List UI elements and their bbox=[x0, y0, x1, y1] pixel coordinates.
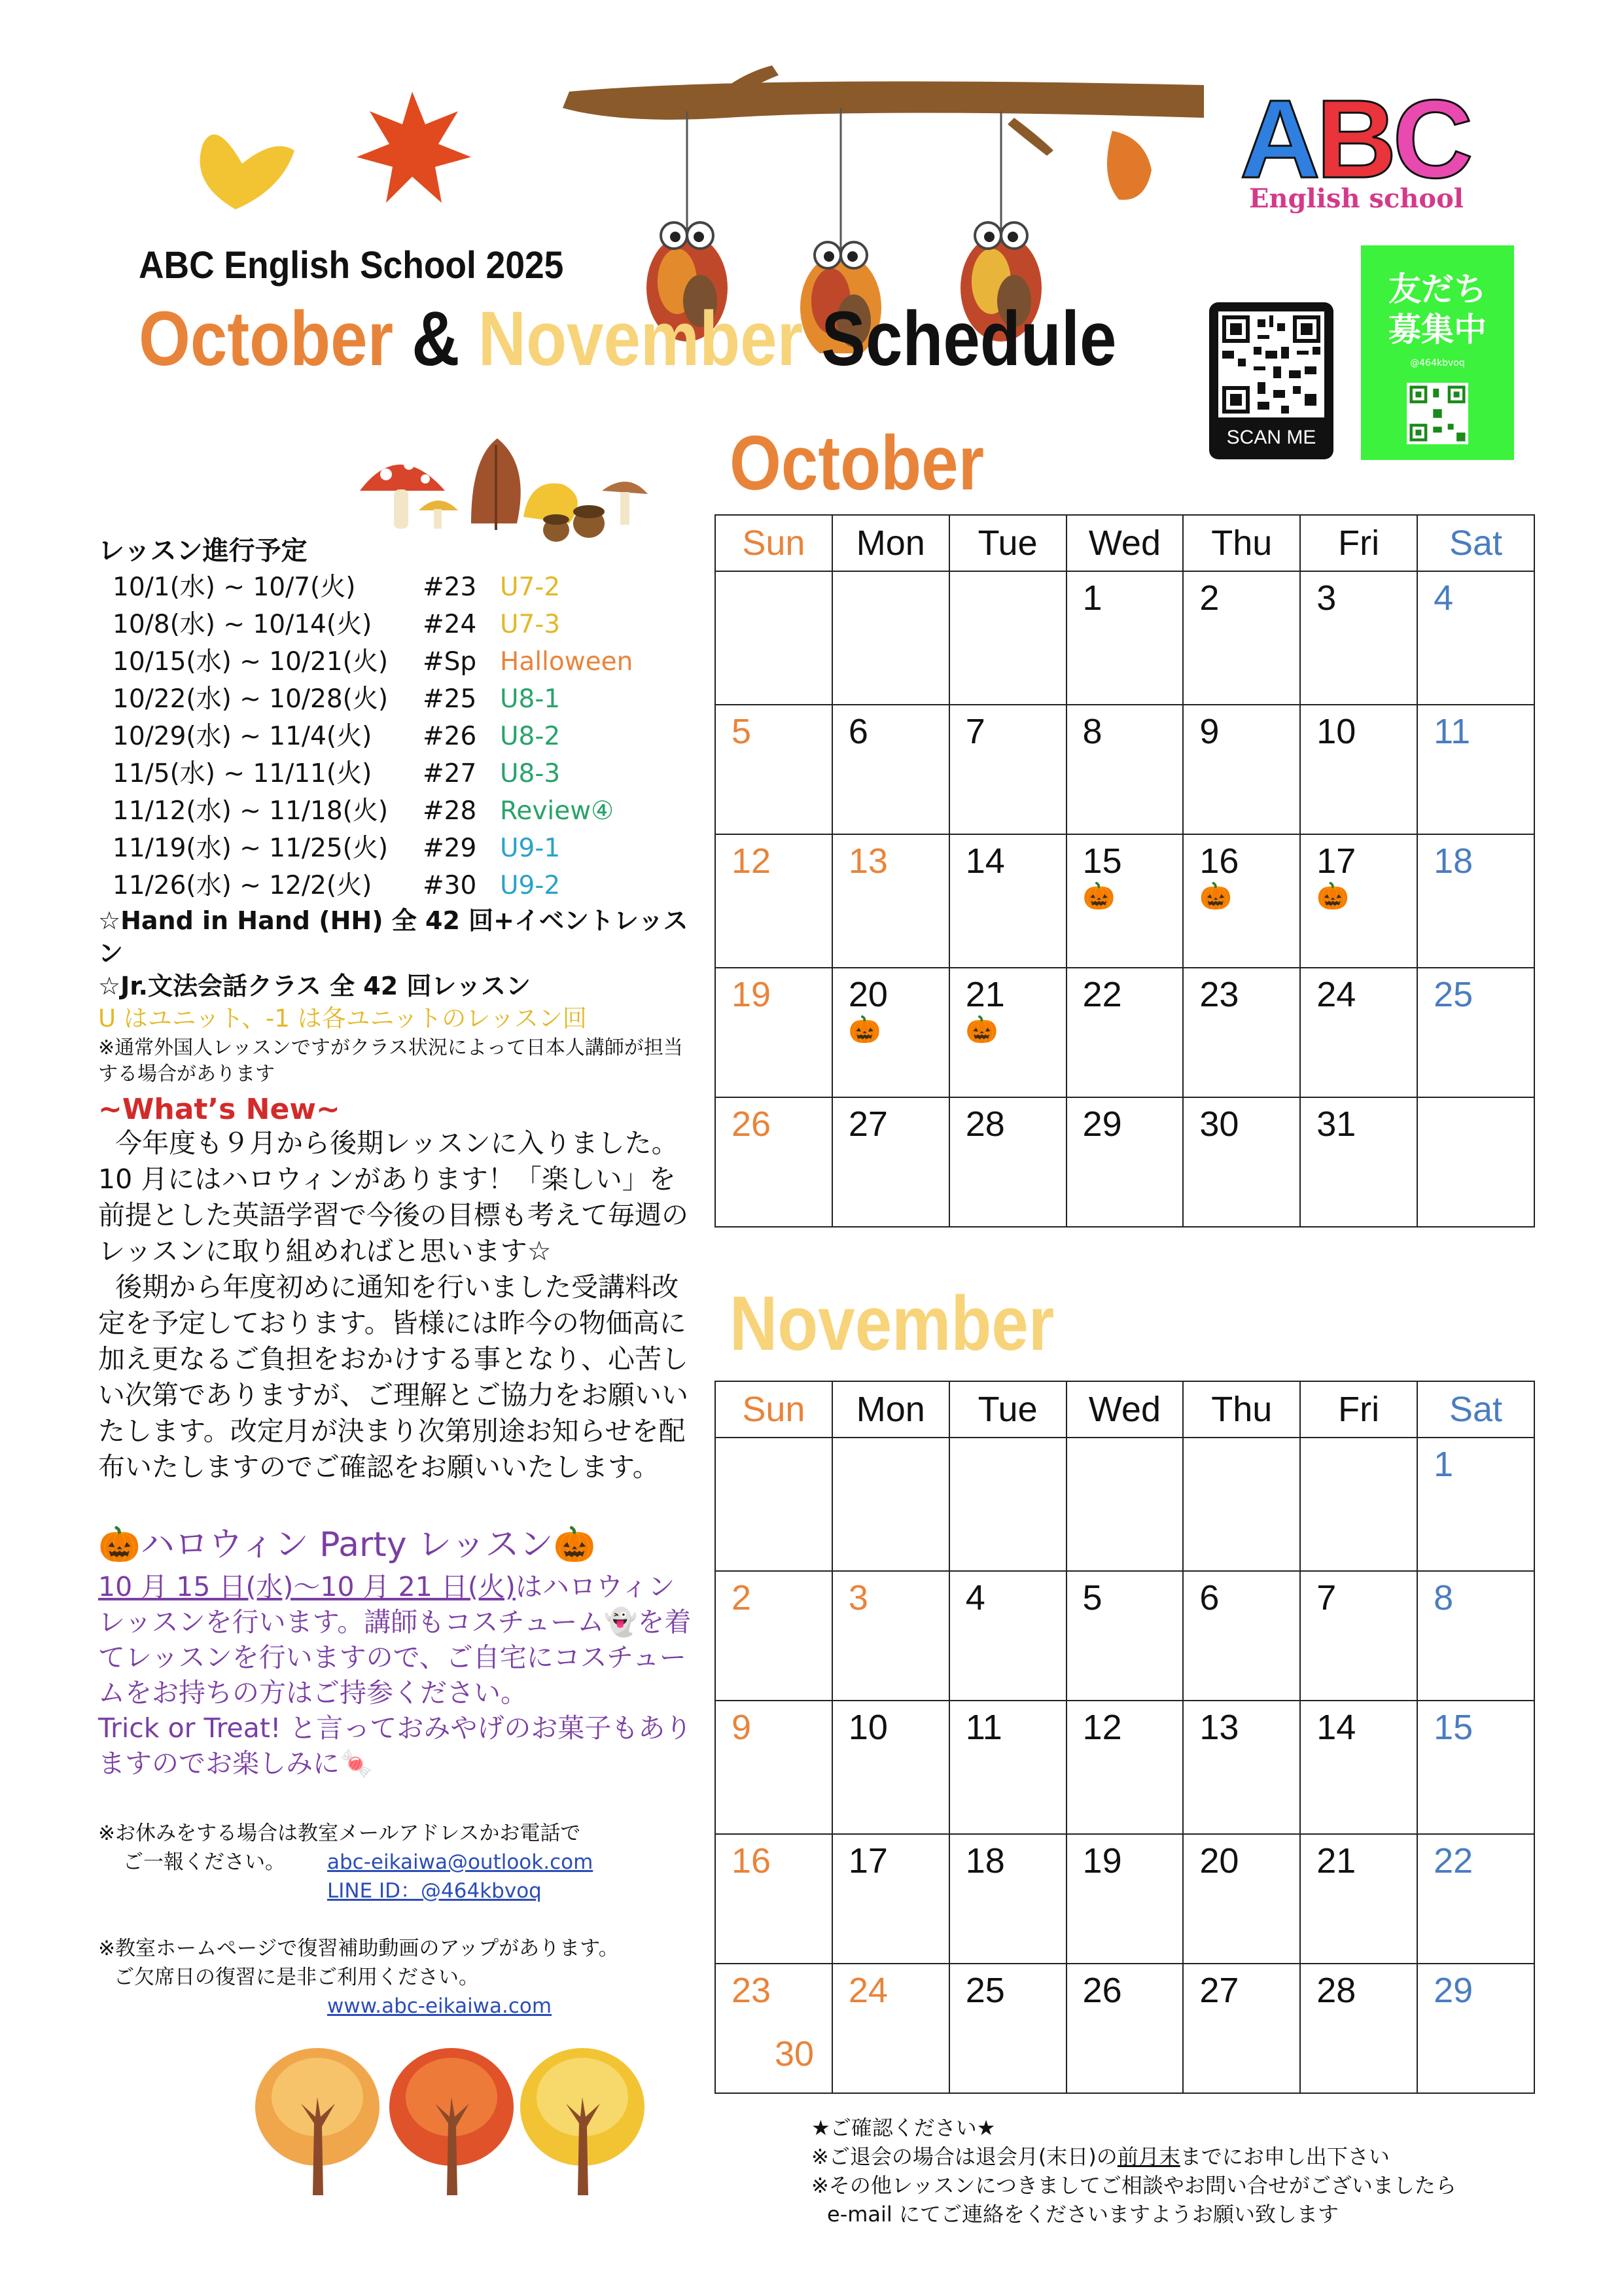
whats-new-title: ~What’s New~ bbox=[98, 1093, 340, 1126]
day-number: 12 bbox=[1082, 1708, 1122, 1747]
lesson-dates: 10/8(水) ~ 10/14(火) bbox=[113, 610, 372, 639]
weekday-wed: Wed bbox=[1067, 1381, 1184, 1438]
calendar-day-cell[interactable] bbox=[715, 1438, 832, 1571]
calendar-day-cell[interactable] bbox=[949, 705, 1067, 834]
day-number: 1 bbox=[1434, 1445, 1454, 1484]
calendar-day-cell[interactable] bbox=[1183, 1438, 1300, 1571]
calendar-day-cell[interactable] bbox=[1300, 571, 1417, 705]
calendar-day-cell[interactable] bbox=[1067, 968, 1184, 1097]
calendar-day-cell[interactable] bbox=[1183, 705, 1300, 834]
day-number: 19 bbox=[1082, 1841, 1122, 1881]
calendar-day-cell[interactable] bbox=[1183, 1097, 1300, 1227]
qr-code-image bbox=[1218, 311, 1324, 417]
lesson-dates: 10/22(水) ~ 10/28(火) bbox=[113, 684, 389, 714]
day-number: 27 bbox=[848, 1104, 888, 1144]
calendar-day-cell[interactable] bbox=[1300, 968, 1417, 1097]
day-number: 17 bbox=[1316, 841, 1356, 881]
calendar-day-cell[interactable] bbox=[832, 834, 949, 968]
day-number: 28 bbox=[965, 1104, 1005, 1144]
halloween-dates: 10 月 15 日(水)～10 月 21 日(火) bbox=[98, 1571, 516, 1602]
day-number: 24 bbox=[848, 1971, 888, 2010]
calendar-day-cell[interactable] bbox=[1183, 1964, 1300, 2093]
day-number: 9 bbox=[732, 1708, 752, 1747]
logo-letter-a: A bbox=[1240, 77, 1316, 202]
day-number: 26 bbox=[732, 1104, 771, 1144]
calendar-day-cell[interactable] bbox=[1183, 1701, 1300, 1834]
calendar-day-cell[interactable] bbox=[1300, 834, 1417, 968]
day-number: 25 bbox=[1434, 975, 1473, 1014]
lesson-row bbox=[98, 830, 700, 867]
weekday-fri: Fri bbox=[1300, 1381, 1417, 1438]
mushrooms-illustration bbox=[340, 432, 654, 550]
calendar-day-cell[interactable] bbox=[1300, 1438, 1417, 1571]
day-number: 28 bbox=[1316, 1971, 1356, 2010]
weekday-sat: Sat bbox=[1417, 1381, 1534, 1438]
calendar-day-cell[interactable] bbox=[832, 571, 949, 705]
day-number: 16 bbox=[732, 1841, 771, 1881]
calendar-day-cell[interactable] bbox=[1183, 1834, 1300, 1964]
week-row bbox=[715, 834, 1534, 968]
calendar-day-cell[interactable] bbox=[1417, 1571, 1534, 1701]
email-link[interactable]: abc-eikaiwa@outlook.com bbox=[327, 1850, 593, 1874]
calendar-day-cell[interactable] bbox=[1417, 1438, 1534, 1571]
lesson-dates: 11/19(水) ~ 11/25(火) bbox=[113, 834, 389, 863]
lesson-unit: U8-1 bbox=[500, 684, 561, 714]
calendar-day-cell[interactable] bbox=[832, 1834, 949, 1964]
day-number: 11 bbox=[1434, 712, 1471, 751]
lesson-row bbox=[98, 606, 700, 643]
day-number: 24 bbox=[1316, 975, 1356, 1014]
autumn-trees-illustration bbox=[255, 2045, 648, 2208]
day-number: 13 bbox=[1199, 1708, 1239, 1747]
calendar-day-cell[interactable] bbox=[715, 1964, 832, 2093]
day-number: 2 bbox=[1199, 578, 1220, 618]
calendar-day-cell[interactable] bbox=[715, 968, 832, 1097]
calendar-day-cell[interactable] bbox=[1067, 1097, 1184, 1227]
day-number: 5 bbox=[732, 712, 752, 751]
calendar-day-cell[interactable] bbox=[949, 1834, 1067, 1964]
line-badge-id: @464kbvoq bbox=[1410, 358, 1465, 368]
lesson-number: #Sp bbox=[423, 647, 477, 677]
pumpkin-icon: 🎃 bbox=[1082, 882, 1116, 911]
day-number: 10 bbox=[1316, 712, 1356, 751]
weekday-tue: Tue bbox=[949, 1381, 1067, 1438]
day-number: 23 bbox=[732, 1971, 771, 2010]
lesson-number: #25 bbox=[423, 684, 477, 714]
week-row bbox=[715, 1438, 1534, 1571]
calendar-day-cell[interactable] bbox=[1300, 1571, 1417, 1701]
logo-letter-c: C bbox=[1392, 77, 1470, 202]
calendar-day-cell[interactable] bbox=[832, 1701, 949, 1834]
jr-class-note: ☆Jr.文法会話クラス 全 42 回レッスン bbox=[98, 972, 531, 1000]
lesson-dates: 11/5(水) ~ 11/11(火) bbox=[113, 759, 372, 788]
lesson-number: #23 bbox=[423, 573, 477, 602]
lesson-unit: U8-3 bbox=[500, 759, 561, 788]
day-number: 8 bbox=[1082, 712, 1102, 751]
calendar-day-cell[interactable] bbox=[1183, 571, 1300, 705]
weekday-thu: Thu bbox=[1183, 1381, 1300, 1438]
line-badge-line1: 友だち bbox=[1388, 270, 1487, 308]
day-number: 29 bbox=[1082, 1104, 1122, 1144]
calendar-day-cell[interactable] bbox=[1417, 1701, 1534, 1834]
pumpkin-icon: 🎃 bbox=[848, 1016, 881, 1044]
day-number: 23 bbox=[1199, 975, 1239, 1014]
lesson-unit: U7-2 bbox=[500, 573, 561, 602]
lesson-row bbox=[98, 755, 700, 792]
day-number: 12 bbox=[732, 841, 771, 881]
homepage-link[interactable]: www.abc-eikaiwa.com bbox=[327, 1994, 552, 2018]
calendar-day-cell[interactable] bbox=[715, 834, 832, 968]
calendar-day-cell[interactable] bbox=[949, 1438, 1067, 1571]
calendar-day-cell[interactable] bbox=[1067, 1964, 1184, 2093]
calendar-day-cell[interactable] bbox=[949, 1964, 1067, 2093]
day-number: 5 bbox=[1082, 1578, 1102, 1617]
halloween-body: 10 月 15 日(水)～10 月 21 日(火)はハロウィンレッスンを行います。講師もコスチューム👻を着てレッスンを行いますので、ご自宅にコスチュームをお持ちの方はご持参ください。 Trick or Treat! と言っておみやげのお菓子もありますのでお楽しみに🍬 bbox=[98, 1571, 692, 1779]
day-number: 22 bbox=[1082, 975, 1122, 1014]
day-number: 7 bbox=[1316, 1578, 1337, 1617]
day-number: 3 bbox=[848, 1578, 868, 1617]
title-november: November bbox=[478, 296, 803, 382]
title-ampersand: & bbox=[412, 296, 460, 382]
calendar-day-cell[interactable] bbox=[1417, 571, 1534, 705]
lesson-dates: 11/12(水) ~ 11/18(火) bbox=[113, 796, 389, 826]
day-number: 21 bbox=[1316, 1841, 1356, 1881]
calendar-day-cell[interactable] bbox=[1300, 705, 1417, 834]
candy-icon: 🍬 bbox=[340, 1748, 374, 1779]
day-number: 19 bbox=[732, 975, 771, 1014]
october-heading: October bbox=[730, 420, 985, 506]
whats-new-body: 今年度も９月から後期レッスンに入りました。10 月にはハロウィンがあります！「楽しい」を前提とした英語学習で今後の目標も考えて毎週のレッスンに取り組めればと思います☆ 後期から年度初めに通知を行いました受講料改定を予定しております。皆様には昨今の物価高に加え更なるご負担をおかけする事となり、心苦しい次第でありますが、ご理解とご協力をお願いいたします。改定月が決まり次第別途お知らせを配布いたしますのでご確認をお願いいたします。 bbox=[98, 1127, 688, 1483]
school-logo bbox=[1240, 77, 1489, 215]
weekday-mon: Mon bbox=[832, 515, 949, 571]
calendar-day-cell[interactable] bbox=[949, 834, 1067, 968]
calendar-day-cell[interactable] bbox=[832, 1964, 949, 2093]
week-row bbox=[715, 1097, 1534, 1227]
calendar-day-cell[interactable] bbox=[949, 1701, 1067, 1834]
ghost-costume-icon: 👻 bbox=[604, 1606, 638, 1638]
calendar-day-cell[interactable] bbox=[949, 571, 1067, 705]
calendar-day-cell[interactable] bbox=[832, 1097, 949, 1227]
november-heading: November bbox=[730, 1280, 1055, 1367]
calendar-day-cell[interactable] bbox=[715, 1701, 832, 1834]
lesson-schedule-title: レッスン進行予定 bbox=[98, 536, 308, 566]
pumpkin-icon: 🎃 bbox=[1199, 882, 1233, 911]
day-number: 14 bbox=[1316, 1708, 1356, 1747]
day-number: 15 bbox=[1082, 841, 1122, 881]
lesson-number: #29 bbox=[423, 834, 477, 863]
lesson-number: #26 bbox=[423, 722, 477, 751]
day-number: 8 bbox=[1434, 1578, 1454, 1617]
calendar-day-cell[interactable] bbox=[1067, 1571, 1184, 1701]
day-number: 31 bbox=[1316, 1104, 1356, 1144]
week-row bbox=[715, 571, 1534, 705]
lesson-row bbox=[98, 680, 700, 718]
calendar-day-cell[interactable] bbox=[1067, 571, 1184, 705]
calendar-day-cell[interactable] bbox=[1183, 968, 1300, 1097]
lesson-row bbox=[98, 718, 700, 755]
contact-info: ※お休みをする場合は教室メールアドレスかお電話で ご一報ください。 abc-eikaiwa@outlook.com LINE ID：@464kbvoq ※教室ホームページで復習補助動画のアップがあります。 ご欠席日の復習に是非ご利用ください。 www.abc-eikaiwa.com bbox=[98, 1819, 700, 2021]
pumpkin-icon: 🎃 bbox=[98, 1525, 141, 1564]
calendar-day-cell[interactable] bbox=[715, 1097, 832, 1227]
title-schedule: Schedule bbox=[821, 296, 1117, 382]
day-number: 11 bbox=[965, 1708, 1002, 1747]
weekday-mon: Mon bbox=[832, 1381, 949, 1438]
calendar-day-cell[interactable] bbox=[1183, 1571, 1300, 1701]
calendar-day-cell[interactable] bbox=[949, 1097, 1067, 1227]
lesson-unit: Halloween bbox=[500, 647, 633, 677]
calendar-day-cell[interactable] bbox=[832, 705, 949, 834]
calendar-day-cell[interactable] bbox=[1300, 1964, 1417, 2093]
lesson-dates: 10/29(水) ~ 11/4(火) bbox=[113, 722, 372, 751]
day-number: 6 bbox=[1199, 1578, 1220, 1617]
day-number-extra: 30 bbox=[775, 2034, 815, 2074]
calendar-day-cell[interactable] bbox=[715, 1571, 832, 1701]
day-number: 20 bbox=[1199, 1841, 1239, 1881]
day-number: 27 bbox=[1199, 1971, 1239, 2010]
calendar-day-cell[interactable] bbox=[949, 1571, 1067, 1701]
calendar-day-cell[interactable] bbox=[1183, 834, 1300, 968]
calendar-day-cell[interactable] bbox=[1067, 1438, 1184, 1571]
lesson-number: #27 bbox=[423, 759, 477, 788]
day-number: 4 bbox=[965, 1578, 985, 1617]
halloween-title: 🎃ハロウィン Party レッスン🎃 bbox=[98, 1525, 596, 1564]
lesson-number: #28 bbox=[423, 796, 477, 826]
lesson-row bbox=[98, 867, 700, 904]
day-number: 20 bbox=[848, 975, 888, 1014]
unit-note: U はユニット、-1 は各ユニットのレッスン回 bbox=[98, 1004, 587, 1033]
calendar-day-cell[interactable] bbox=[1417, 1097, 1534, 1227]
day-number: 21 bbox=[965, 975, 1005, 1014]
weekday-header-row bbox=[715, 515, 1534, 571]
weekday-sun: Sun bbox=[715, 1381, 832, 1438]
lesson-rows bbox=[98, 569, 700, 904]
weekday-sat: Sat bbox=[1417, 515, 1534, 571]
calendar-day-cell[interactable] bbox=[1417, 705, 1534, 834]
weekday-header-row bbox=[715, 1381, 1534, 1438]
line-badge-line2: 募集中 bbox=[1388, 311, 1487, 349]
weekday-fri: Fri bbox=[1300, 515, 1417, 571]
line-id-link[interactable]: LINE ID：@464kbvoq bbox=[327, 1879, 542, 1903]
calendar-day-cell[interactable] bbox=[715, 571, 832, 705]
lesson-row bbox=[98, 569, 700, 606]
logo-letter-b: B bbox=[1316, 77, 1393, 202]
title-october: October bbox=[139, 296, 394, 382]
calendar-day-cell[interactable] bbox=[1300, 1834, 1417, 1964]
calendar-day-cell[interactable] bbox=[1067, 1834, 1184, 1964]
teacher-note: ※通常外国人レッスンですがクラス状況によって日本人講師が担当する場合があります bbox=[98, 1036, 683, 1086]
november-calendar bbox=[714, 1381, 1535, 2094]
calendar-day-cell[interactable] bbox=[832, 1571, 949, 1701]
calendar-day-cell[interactable] bbox=[715, 705, 832, 834]
line-qr-code bbox=[1407, 383, 1468, 444]
october-calendar bbox=[714, 514, 1535, 1227]
calendar-day-cell[interactable] bbox=[715, 1834, 832, 1964]
calendar-day-cell[interactable] bbox=[1300, 1097, 1417, 1227]
lesson-schedule bbox=[98, 533, 700, 1087]
day-number: 10 bbox=[848, 1708, 888, 1747]
lesson-row bbox=[98, 643, 700, 680]
day-number: 25 bbox=[965, 1971, 1005, 2010]
logo-subtitle: English school bbox=[1249, 183, 1464, 214]
weekday-wed: Wed bbox=[1067, 515, 1184, 571]
day-number: 7 bbox=[965, 712, 985, 751]
calendar-day-cell[interactable] bbox=[1417, 968, 1534, 1097]
schedule-title bbox=[139, 294, 1116, 383]
day-number: 2 bbox=[732, 1578, 752, 1617]
calendar-day-cell[interactable] bbox=[949, 968, 1067, 1097]
lesson-number: #24 bbox=[423, 610, 477, 639]
day-number: 15 bbox=[1434, 1708, 1473, 1747]
qr-code-scan-me[interactable] bbox=[1209, 302, 1333, 459]
day-number: 22 bbox=[1434, 1841, 1473, 1881]
pumpkin-icon: 🎃 bbox=[965, 1016, 998, 1044]
lesson-number: #30 bbox=[423, 871, 477, 900]
week-row bbox=[715, 1964, 1534, 2093]
calendar-day-cell[interactable] bbox=[1417, 1964, 1534, 2093]
week-row bbox=[715, 1701, 1534, 1834]
lesson-unit: U9-2 bbox=[500, 871, 561, 900]
calendar-day-cell[interactable] bbox=[1067, 1701, 1184, 1834]
day-number: 14 bbox=[965, 841, 1005, 881]
lesson-dates: 11/26(水) ~ 12/2(火) bbox=[113, 871, 372, 900]
week-row bbox=[715, 1834, 1534, 1964]
lesson-dates: 10/15(水) ~ 10/21(火) bbox=[113, 647, 389, 677]
day-number: 9 bbox=[1199, 712, 1220, 751]
footer-notes: ★ご確認ください★ ※ご退会の場合は退会月(末日)の前月末までにお申し出下さい ※その他レッスンにつきましてご相談やお問い合せがございましたら e-mail にてご連絡をくださいますようお願い致します bbox=[811, 2115, 1456, 2227]
week-row bbox=[715, 968, 1534, 1097]
calendar-day-cell[interactable] bbox=[832, 1438, 949, 1571]
hand-in-hand-note: ☆Hand in Hand (HH) 全 42 回+イベントレッスン bbox=[98, 906, 688, 968]
week-row bbox=[715, 705, 1534, 834]
pumpkin-icon: 🎃 bbox=[1316, 882, 1350, 911]
day-number: 3 bbox=[1316, 578, 1337, 618]
weekday-sun: Sun bbox=[715, 515, 832, 571]
lesson-unit: U7-3 bbox=[500, 610, 561, 639]
day-number: 18 bbox=[1434, 841, 1473, 881]
day-number: 6 bbox=[848, 712, 868, 751]
lesson-unit: U9-1 bbox=[500, 834, 561, 863]
day-number: 29 bbox=[1434, 1971, 1473, 2010]
calendar-day-cell[interactable] bbox=[1067, 705, 1184, 834]
calendar-day-cell[interactable] bbox=[1300, 1701, 1417, 1834]
lesson-unit: Review④ bbox=[500, 796, 614, 826]
calendar-day-cell[interactable] bbox=[1417, 834, 1534, 968]
week-row bbox=[715, 1571, 1534, 1701]
day-number: 4 bbox=[1434, 578, 1454, 618]
lesson-unit: U8-2 bbox=[500, 722, 561, 751]
scan-me-label: SCAN ME bbox=[1226, 427, 1316, 448]
day-number: 16 bbox=[1199, 841, 1239, 881]
day-number: 1 bbox=[1082, 578, 1102, 618]
lesson-row bbox=[98, 792, 700, 830]
lesson-dates: 10/1(水) ~ 10/7(火) bbox=[113, 573, 356, 602]
day-number: 13 bbox=[848, 841, 888, 881]
calendar-day-cell[interactable] bbox=[1417, 1834, 1534, 1964]
calendar-day-cell[interactable] bbox=[832, 968, 949, 1097]
day-number: 26 bbox=[1082, 1971, 1122, 2010]
pumpkin-icon: 🎃 bbox=[553, 1525, 596, 1564]
day-number: 17 bbox=[848, 1841, 888, 1881]
school-title: ABC English School 2025 bbox=[139, 244, 564, 287]
weekday-thu: Thu bbox=[1183, 515, 1300, 571]
weekday-tue: Tue bbox=[949, 515, 1067, 571]
calendar-day-cell[interactable] bbox=[1067, 834, 1184, 968]
day-number: 30 bbox=[1199, 1104, 1239, 1144]
day-number: 18 bbox=[965, 1841, 1005, 1881]
line-friends-badge[interactable] bbox=[1361, 245, 1514, 460]
